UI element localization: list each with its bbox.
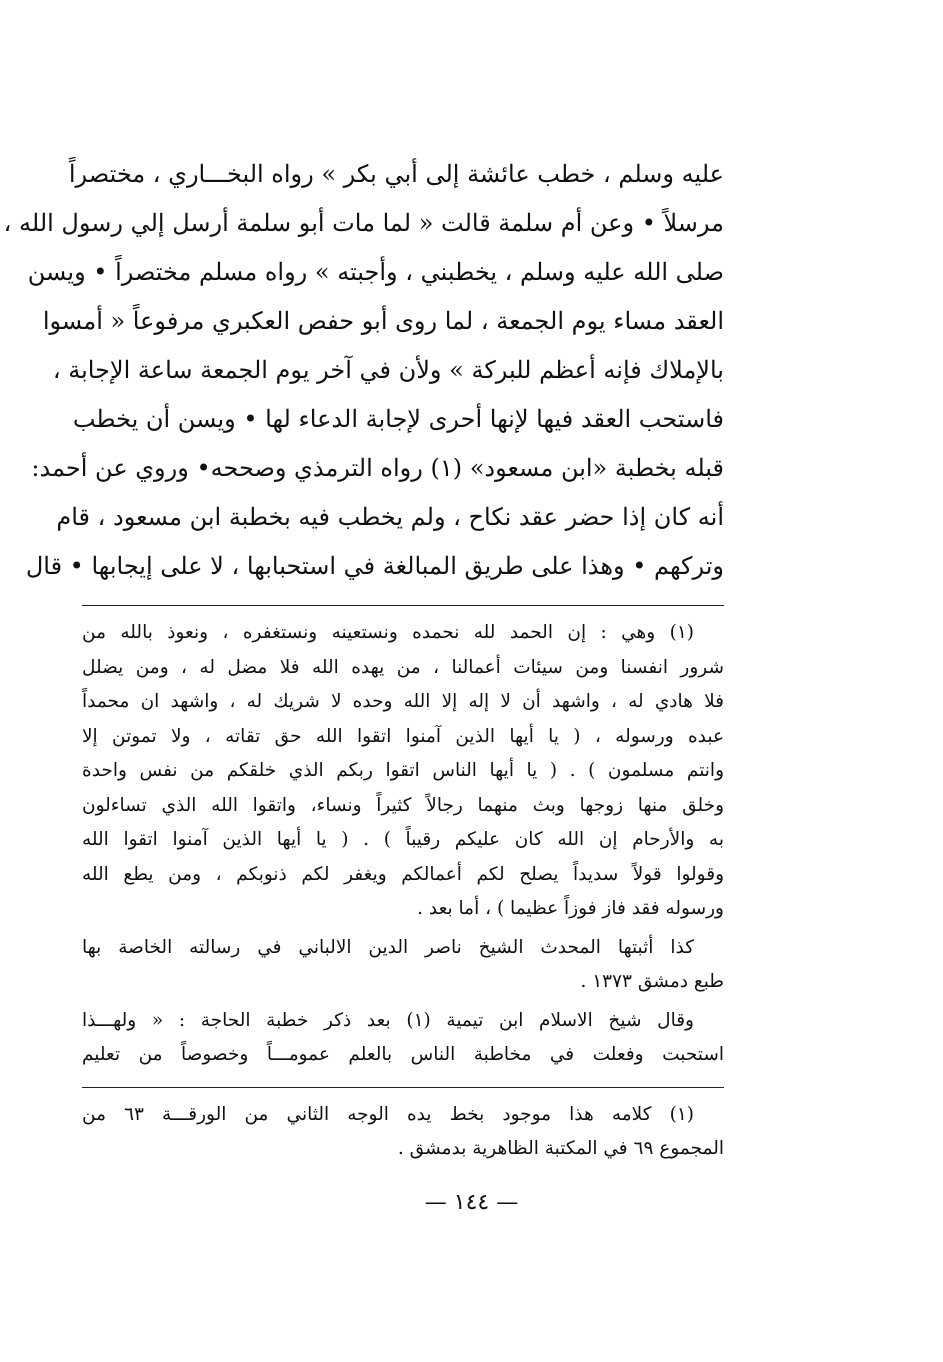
page-number: — ١٤٤ — — [424, 1190, 519, 1215]
footnote-line: وخلق منها زوجها وبث منهما رجالاً كثيراً ونساء، واتقوا الله الذي تساءلون — [82, 794, 724, 816]
main-text-line: وتركهم • وهذا على طريق المبالغة في استحبابها ، لا على إيجابها • قال — [25, 552, 724, 580]
footnote-divider — [82, 605, 724, 606]
footnote-line: كذا أثبتها المحدث الشيخ ناصر الدين الالباني في رسالته الخاصة بها — [82, 936, 694, 958]
footnote-line: طبع دمشق ١٣٧٣ . — [580, 971, 724, 992]
main-text-line: أنه كان إذا حضر عقد نكاح ، ولم يخطب فيه بخطبة ابن مسعود ، قام — [56, 503, 724, 531]
footnote-line: وقال شيخ الاسلام ابن تيمية (١) بعد ذكر خطبة الحاجة : « ولهـــذا — [82, 1009, 694, 1031]
page-body — [3, 150, 724, 1167]
main-text — [3, 150, 724, 591]
footnote-line: شرور انفسنا ومن سيئات أعمالنا ، من يهده الله فلا مضل له ، ومن يضلل — [82, 656, 724, 678]
footnote-line: ورسوله فقد فاز فوزاً عظيما ) ، أما بعد . — [417, 898, 724, 919]
footnote-line: (١) كلامه هذا موجود بخط يده الوجه الثاني من الورقـــة ٦٣ من — [82, 1103, 694, 1125]
main-text-line: عليه وسلم ، خطب عائشة إلى أبي بكر » رواه البخـــاري ، مختصراً — [68, 160, 724, 188]
footnote-line: استحبت وفعلت في مخاطبة الناس بالعلم عمومـــاً وخصوصاً من تعليم — [82, 1044, 724, 1065]
footnote-line: عبده ورسوله ، ( يا أيها الذين آمنوا اتقوا الله حق تقاته ، ولا تموتن إلا — [82, 725, 724, 747]
footnote-line: فلا هادي له ، واشهد أن لا إله إلا الله وحده لا شريك له ، واشهد ان محمداً — [82, 691, 724, 712]
footnote-2 — [82, 1098, 724, 1167]
main-text-line: صلى الله عليه وسلم ، يخطبني ، وأجبته » رواه مسلم مختصراً • ويسن — [27, 258, 724, 286]
footnote-line: المجموع ٦٩ في المكتبة الظاهرية بدمشق . — [397, 1138, 724, 1159]
footnote-line: (١) وهي : إن الحمد لله نحمده ونستعينه ونستغفره ، ونعوذ بالله من — [82, 622, 694, 643]
footnote-1 — [82, 616, 724, 1073]
main-text-line: قبله بخطبة «ابن مسعود» (١) رواه الترمذي وصححه• وروي عن أحمد: — [31, 454, 724, 482]
main-text-line: فاستحب العقد فيها لإنها أحرى لإجابة الدعاء لها • ويسن أن يخطب — [72, 405, 724, 433]
footnote-line: وقولوا قولاً سديداً يصلح لكم أعمالكم ويغفر لكم ذنوبكم ، ومن يطع الله — [82, 863, 724, 885]
footnote-line: وانتم مسلمون ) . ( يا أيها الناس اتقوا ربكم الذي خلقكم من نفس واحدة — [82, 760, 724, 781]
main-text-line: مرسلاً • وعن أم سلمة قالت « لما مات أبو سلمة أرسل إلي رسول الله ، — [3, 209, 724, 237]
main-text-line: بالإملاك فإنه أعظم للبركة » ولأن في آخر يوم الجمعة ساعة الإجابة ، — [52, 356, 724, 384]
main-text-line: العقد مساء يوم الجمعة ، لما روى أبو حفص العكبري مرفوعاً « أمسوا — [42, 307, 724, 335]
footnote-line: به والأرحام إن الله كان عليكم رقيباً ) . ( يا أيها الذين آمنوا اتقوا الله — [82, 829, 724, 850]
footnote-divider — [82, 1087, 724, 1088]
